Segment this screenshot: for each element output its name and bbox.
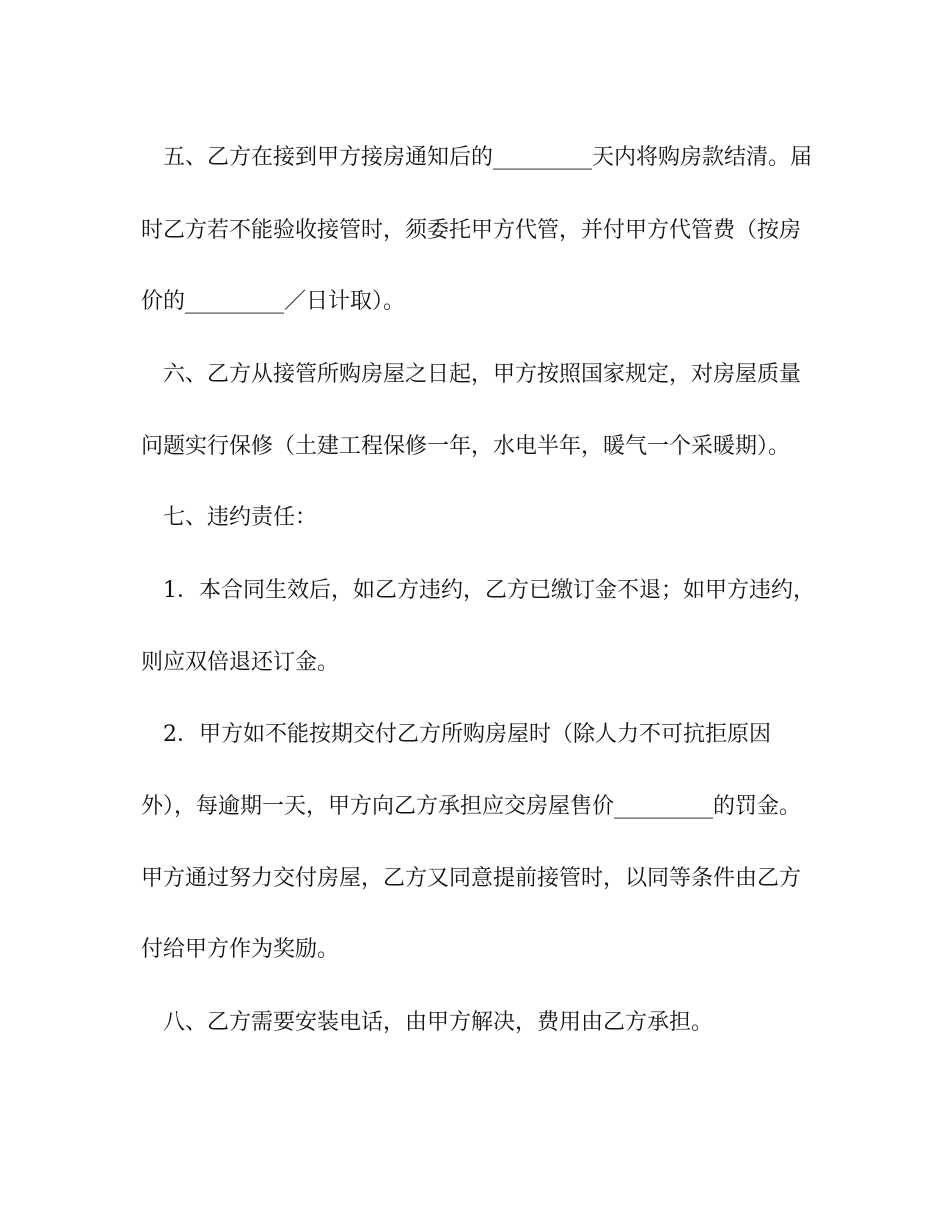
clause-seven-item-1-line-2: 则应双倍退还订金。 xyxy=(141,650,340,675)
clause-six-line-2: 问题实行保修（土建工程保修一年，水电半年，暖气一个采暖期）。 xyxy=(141,434,791,459)
clause-seven-item-2-line-2: 外），每逾期一天，甲方向乙方承担应交房屋售价_________的罚金。 xyxy=(141,794,802,819)
clause-eight-line-1: 八、乙方需要安装电话，由甲方解决，费用由乙方承担。 xyxy=(163,1010,714,1035)
clause-seven-item-2-line-1: 2．甲方如不能按期交付乙方所购房屋时（除人力不可抗拒原因 xyxy=(163,722,771,747)
clause-five-line-1: 五、乙方在接到甲方接房通知后的_________天内将购房款结清。届 xyxy=(163,145,813,170)
clause-seven-item-2-line-3: 甲方通过努力交付房屋，乙方又同意提前接管时，以同等条件由乙方 xyxy=(141,866,802,891)
clause-seven-item-2-line-4: 付给甲方作为奖励。 xyxy=(141,937,340,962)
clause-five-line-2: 时乙方若不能验收接管时，须委托甲方代管，并付甲方代管费（按房 xyxy=(141,218,802,243)
clause-five-line-3: 价的_________／日计取）。 xyxy=(141,289,406,314)
clause-six-line-1: 六、乙方从接管所购房屋之日起，甲方按照国家规定，对房屋质量 xyxy=(163,362,802,387)
clause-seven-heading: 七、违约责任： xyxy=(163,505,318,530)
clause-seven-item-1-line-1: 1．本合同生效后，如乙方违约，乙方已缴订金不退；如甲方违约， xyxy=(163,578,815,603)
